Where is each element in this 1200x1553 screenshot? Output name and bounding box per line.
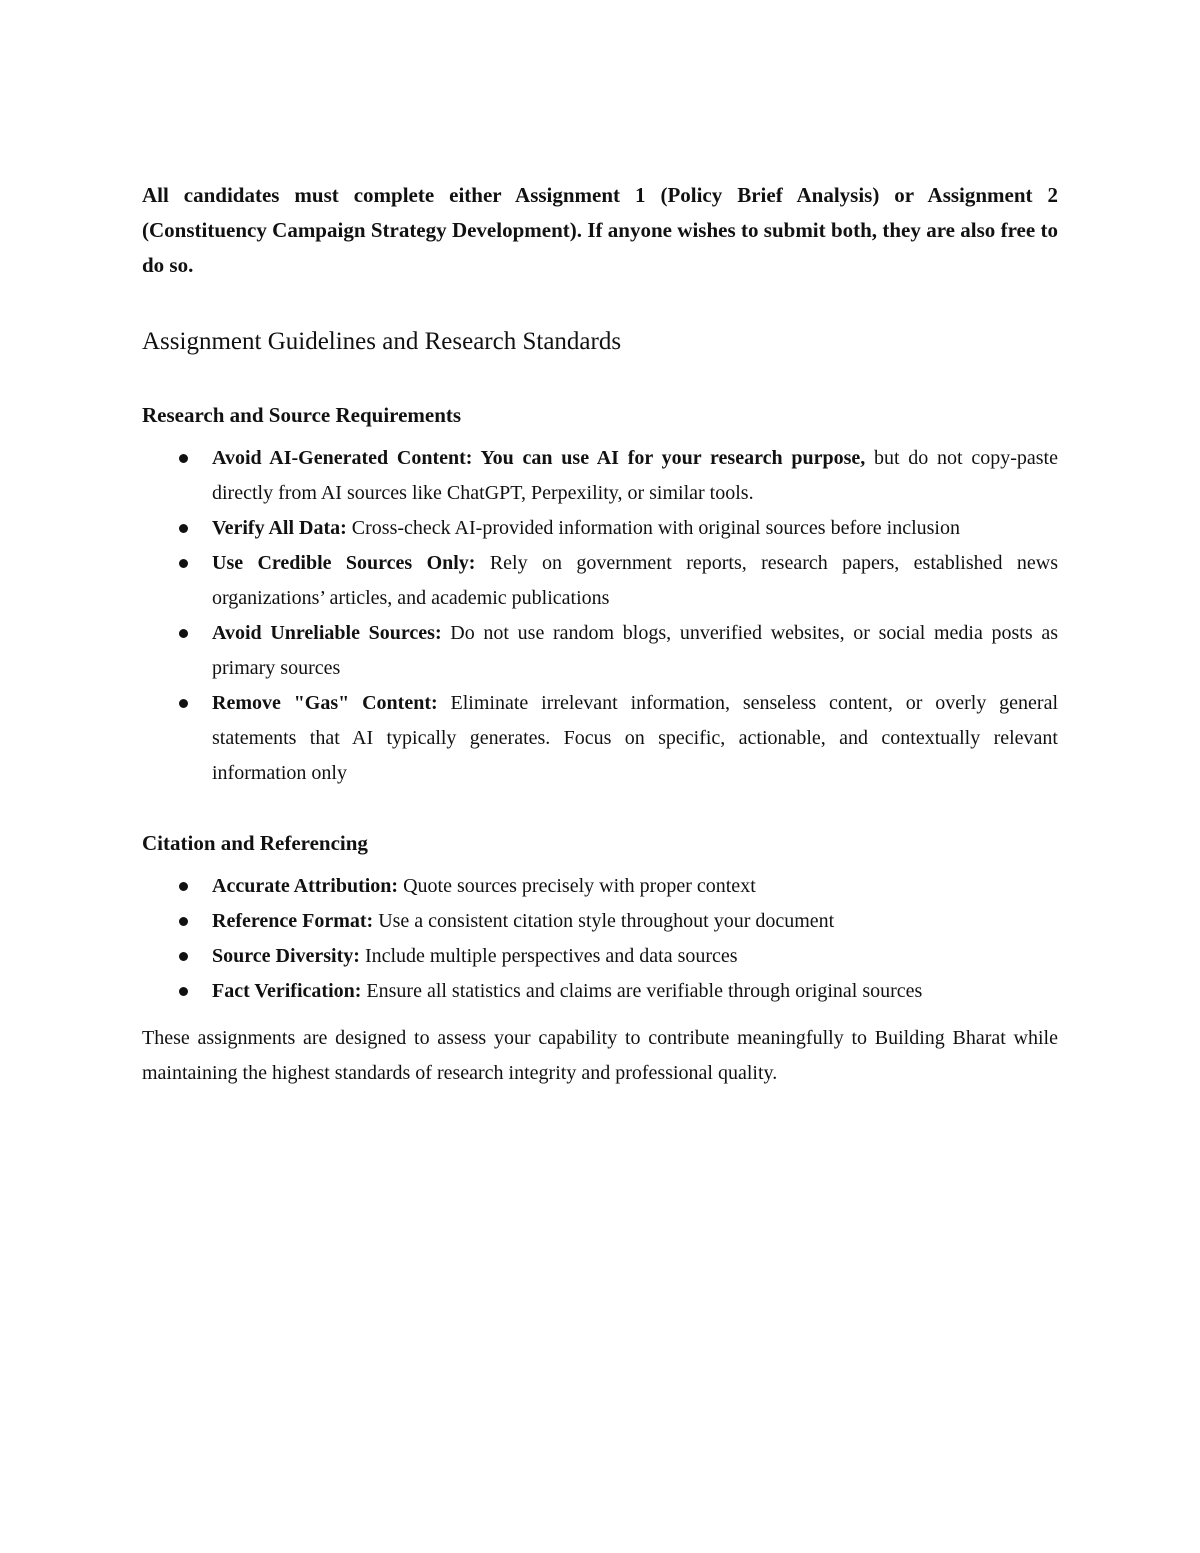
research-requirements-list <box>142 441 1058 791</box>
citation-referencing-title: Citation and Referencing <box>142 831 368 855</box>
list-item <box>142 904 1058 939</box>
bullet-icon <box>179 882 188 891</box>
bullet-icon <box>179 987 188 996</box>
list-item <box>142 869 1058 904</box>
section-heading: Assignment Guidelines and Research Standards <box>142 328 622 355</box>
item-text: Cross-check AI-provided information with original sources before inclusion <box>346 517 960 539</box>
bullet-icon <box>179 454 188 463</box>
intro-paragraph: All candidates must complete either Assignment 1 (Policy Brief Analysis) or Assignment 2 (Constituency Campaign Strategy Development). If anyone wishes to submit both, they are also free to do so. <box>142 183 1058 277</box>
item-text: Quote sources precisely with proper context <box>398 875 756 897</box>
item-label: Avoid AI-Generated Content: You can use AI for your research purpose, <box>212 447 866 469</box>
list-item <box>142 974 1058 1009</box>
closing-paragraph: These assignments are designed to assess your capability to contribute meaningfully to Building Bharat while maintaining the highest standards of research integrity and professional quality. <box>142 1027 1058 1084</box>
item-label: Accurate Attribution: <box>212 875 399 897</box>
item-text: Rely on government reports, research papers, established news organizations’ articles, and academic publications <box>212 552 1058 609</box>
bullet-icon <box>179 524 188 533</box>
list-item <box>142 616 1058 686</box>
bullet-icon <box>179 917 188 926</box>
item-text: Do not use random blogs, unverified websites, or social media posts as primary sources <box>212 622 1058 679</box>
bullet-icon <box>179 699 188 708</box>
citation-referencing-list <box>142 869 1058 1009</box>
list-item <box>142 511 1058 546</box>
bullet-icon <box>179 629 188 638</box>
item-text: Eliminate irrelevant information, senseless content, or overly general statements that AI typically generates. Focus on specific, actionable, and contextually relevant information only <box>212 692 1059 784</box>
research-requirements-title: Research and Source Requirements <box>142 403 462 427</box>
item-text: Ensure all statistics and claims are verifiable through original sources <box>361 980 923 1002</box>
bullet-icon <box>179 559 188 568</box>
item-label: Avoid Unreliable Sources: <box>212 622 442 644</box>
item-label: Verify All Data: <box>212 517 347 539</box>
item-text: Include multiple perspectives and data sources <box>359 945 738 967</box>
item-text: Use a consistent citation style throughout your document <box>373 910 835 932</box>
bullet-icon <box>179 952 188 961</box>
item-label: Use Credible Sources Only: <box>212 552 476 574</box>
list-item <box>142 546 1058 616</box>
list-item <box>142 686 1058 791</box>
item-label: Remove "Gas" Content: <box>212 692 438 714</box>
item-label: Reference Format: <box>212 910 374 932</box>
list-item <box>142 441 1058 511</box>
item-text: but do not copy-paste directly from AI sources like ChatGPT, Perpexility, or similar tools. <box>212 447 1058 504</box>
list-item <box>142 939 1058 974</box>
item-label: Fact Verification: <box>212 980 362 1002</box>
item-label: Source Diversity: <box>212 945 360 967</box>
